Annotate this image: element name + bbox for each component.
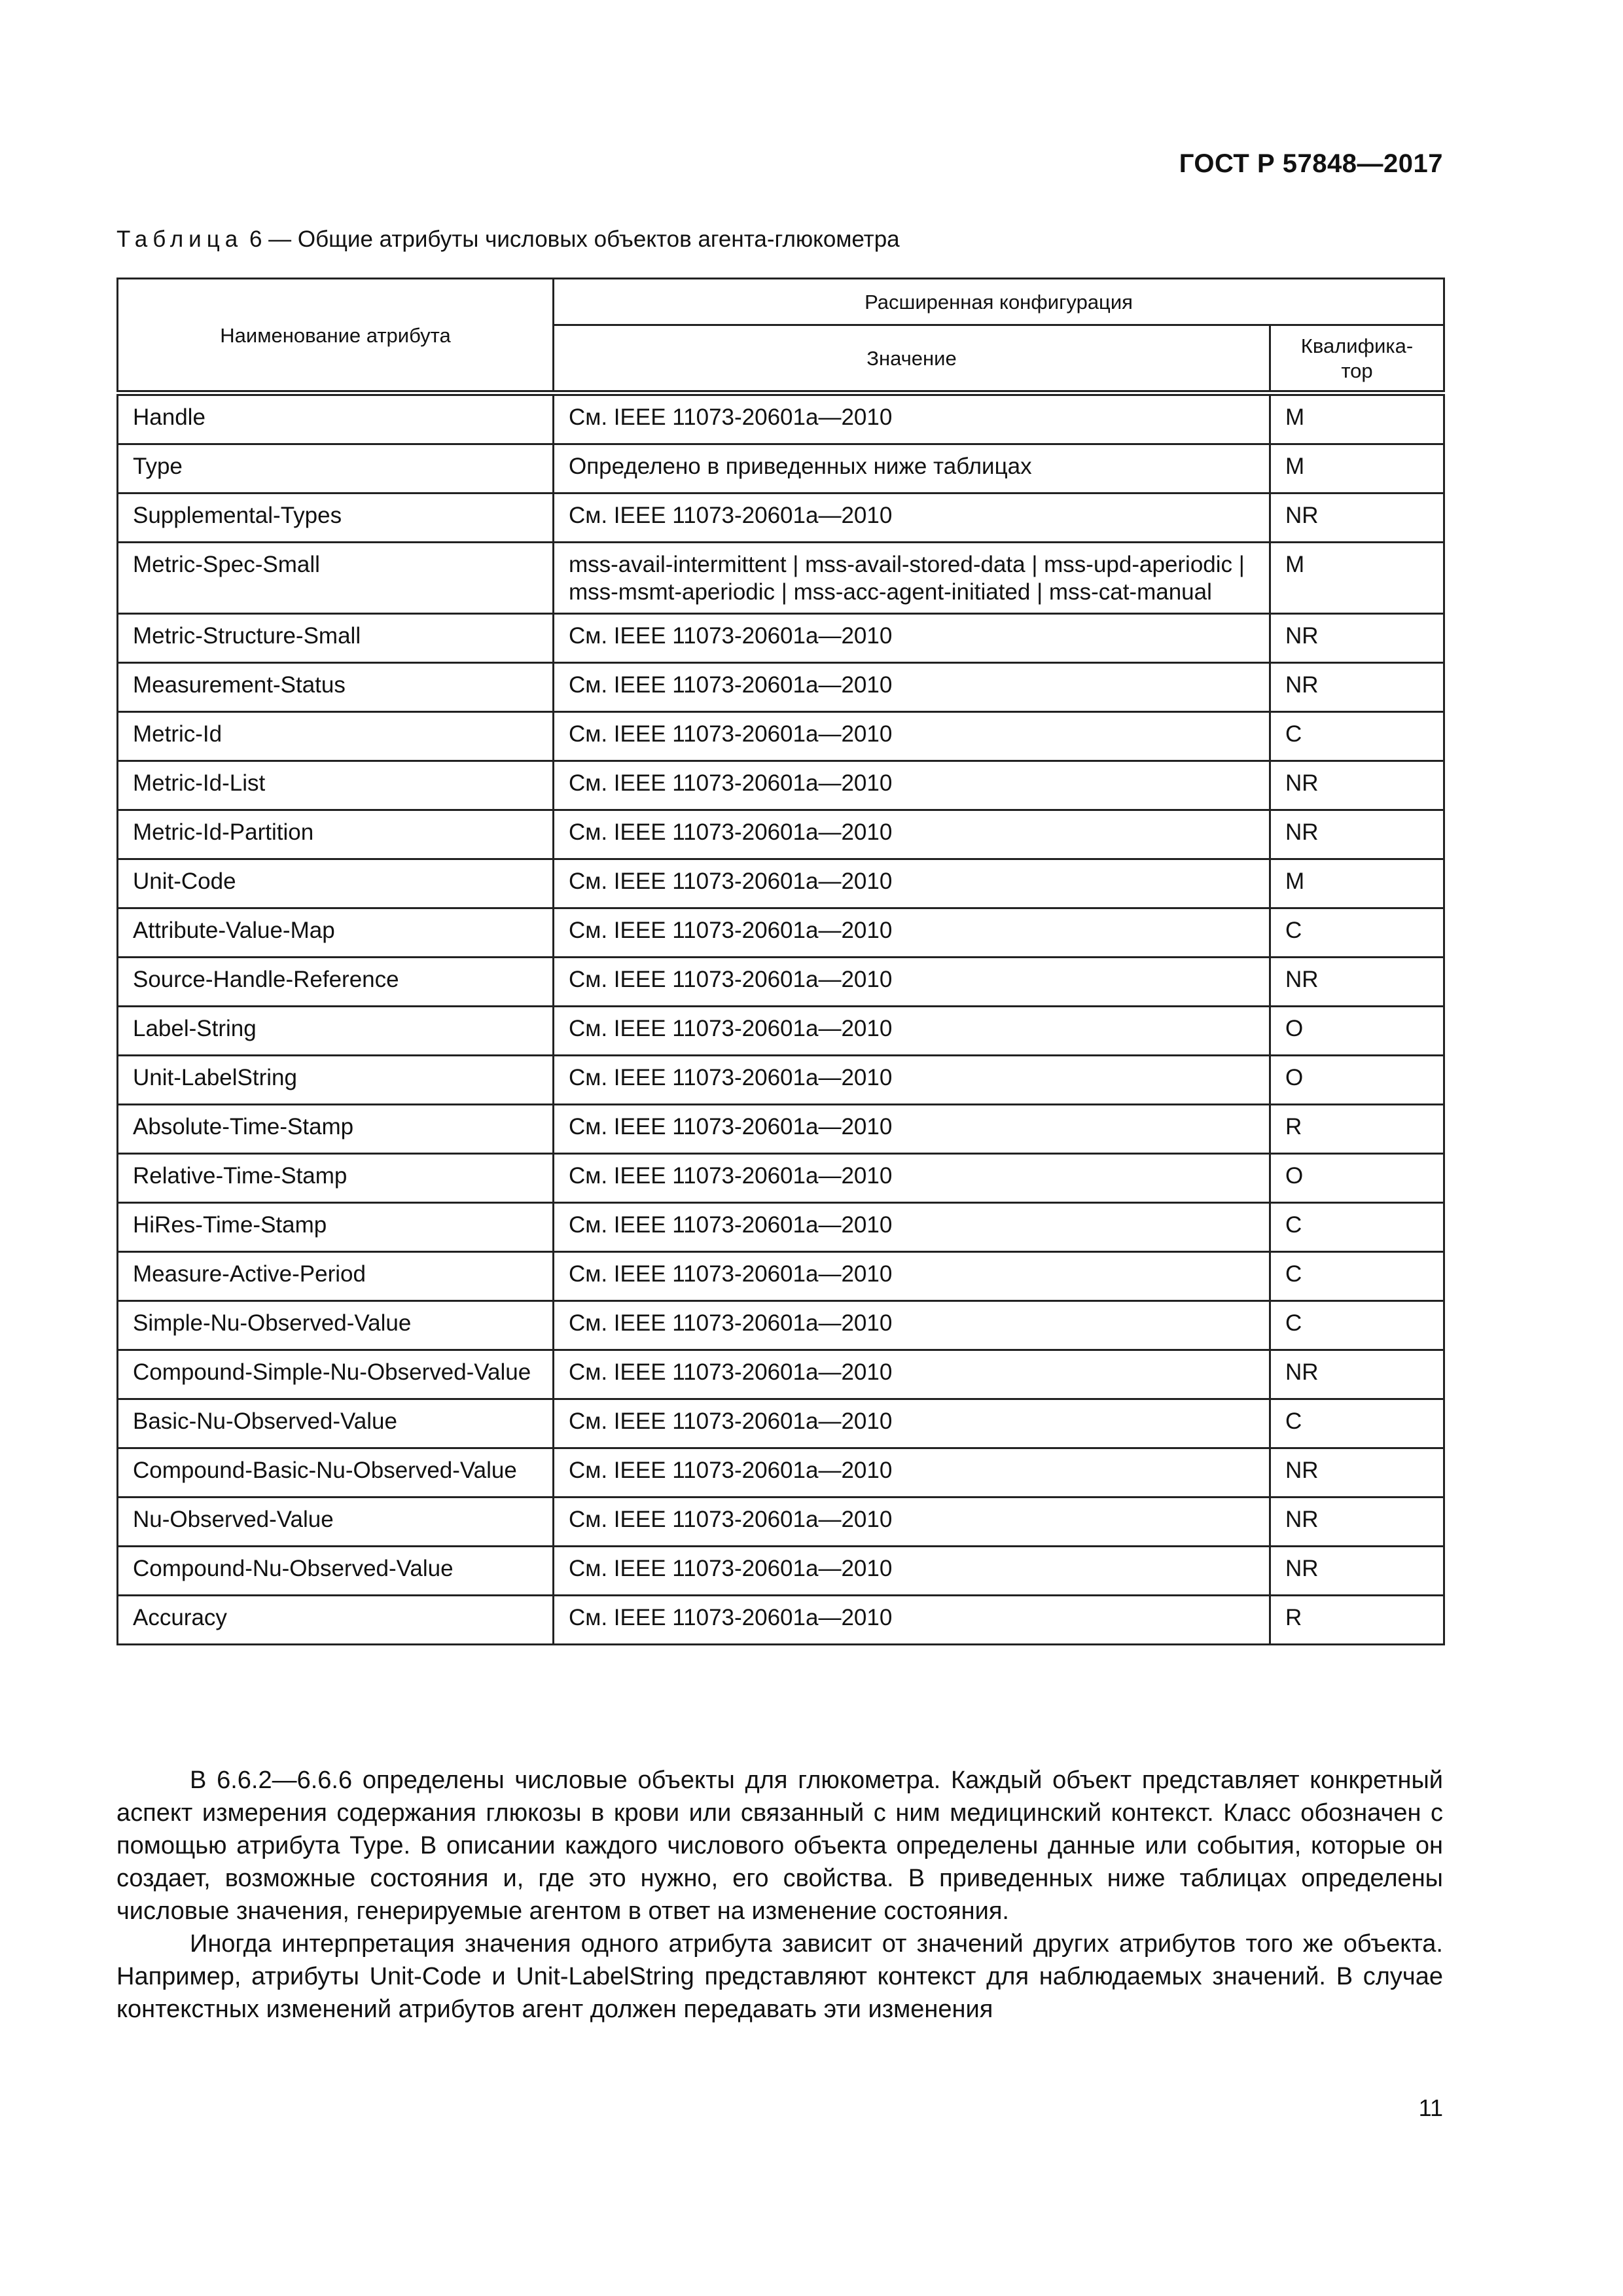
cell-attribute-name: Type <box>118 444 554 493</box>
cell-value: См. IEEE 11073-20601a—2010 <box>554 1547 1270 1596</box>
cell-attribute-name: Unit-LabelString <box>118 1056 554 1105</box>
cell-attribute-name: Measurement-Status <box>118 663 554 712</box>
cell-value: mss-avail-intermittent | mss-avail-stored-data | mss-upd-aperiodic | mss-msmt-aperiodic | mss-acc-agent-initiated | mss-cat-manual <box>554 543 1270 614</box>
cell-qualifier: C <box>1270 1301 1444 1350</box>
table-row <box>118 1596 1444 1645</box>
cell-value: См. IEEE 11073-20601a—2010 <box>554 859 1270 908</box>
table-row <box>118 1007 1444 1056</box>
cell-value: См. IEEE 11073-20601a—2010 <box>554 1105 1270 1154</box>
table-row <box>118 859 1444 908</box>
cell-attribute-name: Absolute-Time-Stamp <box>118 1105 554 1154</box>
table-row <box>118 543 1444 614</box>
table-row <box>118 1301 1444 1350</box>
document-standard-id: ГОСТ Р 57848—2017 <box>1179 149 1443 178</box>
cell-value: См. IEEE 11073-20601a—2010 <box>554 1498 1270 1547</box>
attributes-table <box>116 278 1445 1645</box>
table-row <box>118 493 1444 543</box>
cell-attribute-name: Relative-Time-Stamp <box>118 1154 554 1203</box>
cell-qualifier: R <box>1270 1596 1444 1645</box>
cell-qualifier: NR <box>1270 1498 1444 1547</box>
cell-attribute-name: Metric-Id-Partition <box>118 810 554 859</box>
cell-attribute-name: Metric-Structure-Small <box>118 614 554 663</box>
table-row <box>118 1350 1444 1399</box>
cell-value: См. IEEE 11073-20601a—2010 <box>554 712 1270 761</box>
cell-value: См. IEEE 11073-20601a—2010 <box>554 393 1270 444</box>
cell-qualifier: C <box>1270 1203 1444 1252</box>
cell-attribute-name: Label-String <box>118 1007 554 1056</box>
cell-value: См. IEEE 11073-20601a—2010 <box>554 1203 1270 1252</box>
table-row <box>118 1252 1444 1301</box>
cell-qualifier: C <box>1270 1252 1444 1301</box>
cell-qualifier: NR <box>1270 958 1444 1007</box>
cell-attribute-name: Metric-Spec-Small <box>118 543 554 614</box>
cell-value: См. IEEE 11073-20601a—2010 <box>554 1448 1270 1498</box>
table-header <box>118 279 1444 393</box>
header-extended-configuration: Расширенная конфигурация <box>554 279 1444 325</box>
table-body <box>118 393 1444 1645</box>
cell-attribute-name: Attribute-Value-Map <box>118 908 554 958</box>
cell-attribute-name: Compound-Simple-Nu-Observed-Value <box>118 1350 554 1399</box>
cell-qualifier: NR <box>1270 493 1444 543</box>
cell-qualifier: O <box>1270 1056 1444 1105</box>
table-row <box>118 1056 1444 1105</box>
header-value: Значение <box>554 325 1270 393</box>
cell-value: См. IEEE 11073-20601a—2010 <box>554 1350 1270 1399</box>
cell-qualifier: M <box>1270 859 1444 908</box>
cell-attribute-name: Unit-Code <box>118 859 554 908</box>
cell-qualifier: NR <box>1270 614 1444 663</box>
cell-attribute-name: HiRes-Time-Stamp <box>118 1203 554 1252</box>
cell-attribute-name: Metric-Id <box>118 712 554 761</box>
cell-attribute-name: Simple-Nu-Observed-Value <box>118 1301 554 1350</box>
cell-qualifier: M <box>1270 393 1444 444</box>
table-row <box>118 908 1444 958</box>
cell-value: См. IEEE 11073-20601a—2010 <box>554 663 1270 712</box>
cell-attribute-name: Compound-Nu-Observed-Value <box>118 1547 554 1596</box>
cell-value: См. IEEE 11073-20601a—2010 <box>554 1154 1270 1203</box>
cell-value: См. IEEE 11073-20601a—2010 <box>554 1007 1270 1056</box>
cell-qualifier: C <box>1270 712 1444 761</box>
cell-qualifier: NR <box>1270 761 1444 810</box>
table-row <box>118 614 1444 663</box>
cell-value: См. IEEE 11073-20601a—2010 <box>554 761 1270 810</box>
cell-value: См. IEEE 11073-20601a—2010 <box>554 614 1270 663</box>
table-row <box>118 712 1444 761</box>
cell-attribute-name: Supplemental-Types <box>118 493 554 543</box>
header-qualifier: Квалифика-тор <box>1270 325 1444 393</box>
table-row <box>118 1498 1444 1547</box>
cell-value: См. IEEE 11073-20601a—2010 <box>554 1596 1270 1645</box>
cell-attribute-name: Handle <box>118 393 554 444</box>
cell-attribute-name: Nu-Observed-Value <box>118 1498 554 1547</box>
table-row <box>118 761 1444 810</box>
cell-qualifier: NR <box>1270 810 1444 859</box>
cell-attribute-name: Measure-Active-Period <box>118 1252 554 1301</box>
table-row <box>118 1547 1444 1596</box>
cell-qualifier: NR <box>1270 663 1444 712</box>
cell-qualifier: NR <box>1270 1448 1444 1498</box>
table-row <box>118 1105 1444 1154</box>
cell-value: См. IEEE 11073-20601a—2010 <box>554 493 1270 543</box>
cell-attribute-name: Basic-Nu-Observed-Value <box>118 1399 554 1448</box>
table-row <box>118 958 1444 1007</box>
cell-value: См. IEEE 11073-20601a—2010 <box>554 1301 1270 1350</box>
cell-value: См. IEEE 11073-20601a—2010 <box>554 1252 1270 1301</box>
cell-qualifier: O <box>1270 1007 1444 1056</box>
cell-value: См. IEEE 11073-20601a—2010 <box>554 1399 1270 1448</box>
page-number: 11 <box>1418 2094 1443 2121</box>
table-row <box>118 1448 1444 1498</box>
cell-qualifier: NR <box>1270 1350 1444 1399</box>
cell-qualifier: O <box>1270 1154 1444 1203</box>
cell-value: См. IEEE 11073-20601a—2010 <box>554 810 1270 859</box>
table-caption-text: 6 — Общие атрибуты числовых объектов агента-глюкометра <box>243 226 900 252</box>
table-row <box>118 663 1444 712</box>
body-text <box>116 1764 1443 2026</box>
cell-value: См. IEEE 11073-20601a—2010 <box>554 908 1270 958</box>
table-row <box>118 1203 1444 1252</box>
cell-value: См. IEEE 11073-20601a—2010 <box>554 958 1270 1007</box>
paragraph: В 6.6.2—6.6.6 определены числовые объекты для глюкометра. Каждый объект представляет конкретный аспект измерения содержания глюкозы в крови или связанный с ним медицинский контекст. Класс обозначен с помощью атрибута Type. В описании каждого числового объекта определены данные или события, которые он создает, возможные состояния и, где это нужно, его свойства. В приведенных ниже таблицах определены числовые значения, генерируемые агентом в ответ на изменение состояния. <box>116 1767 1443 1925</box>
cell-value: См. IEEE 11073-20601a—2010 <box>554 1056 1270 1105</box>
cell-qualifier: C <box>1270 1399 1444 1448</box>
header-attribute-name: Наименование атрибута <box>118 279 554 393</box>
cell-qualifier: M <box>1270 543 1444 614</box>
cell-attribute-name: Metric-Id-List <box>118 761 554 810</box>
table-row <box>118 810 1444 859</box>
table-row <box>118 444 1444 493</box>
cell-attribute-name: Source-Handle-Reference <box>118 958 554 1007</box>
cell-qualifier: M <box>1270 444 1444 493</box>
cell-value: Определено в приведенных ниже таблицах <box>554 444 1270 493</box>
table-row <box>118 1154 1444 1203</box>
paragraph: Иногда интерпретация значения одного атрибута зависит от значений других атрибутов того же объекта. Например, атрибуты Unit-Code и Unit-LabelString представляют контекст для наблюдаемых значений. В случае контекстных изменений атрибутов агент должен передавать эти изменения <box>116 1930 1443 2023</box>
cell-qualifier: C <box>1270 908 1444 958</box>
table-caption-label: Таблица <box>116 226 243 252</box>
cell-qualifier: NR <box>1270 1547 1444 1596</box>
table-row <box>118 393 1444 444</box>
cell-attribute-name: Accuracy <box>118 1596 554 1645</box>
table-row <box>118 1399 1444 1448</box>
cell-qualifier: R <box>1270 1105 1444 1154</box>
cell-attribute-name: Compound-Basic-Nu-Observed-Value <box>118 1448 554 1498</box>
table-caption <box>116 226 900 253</box>
